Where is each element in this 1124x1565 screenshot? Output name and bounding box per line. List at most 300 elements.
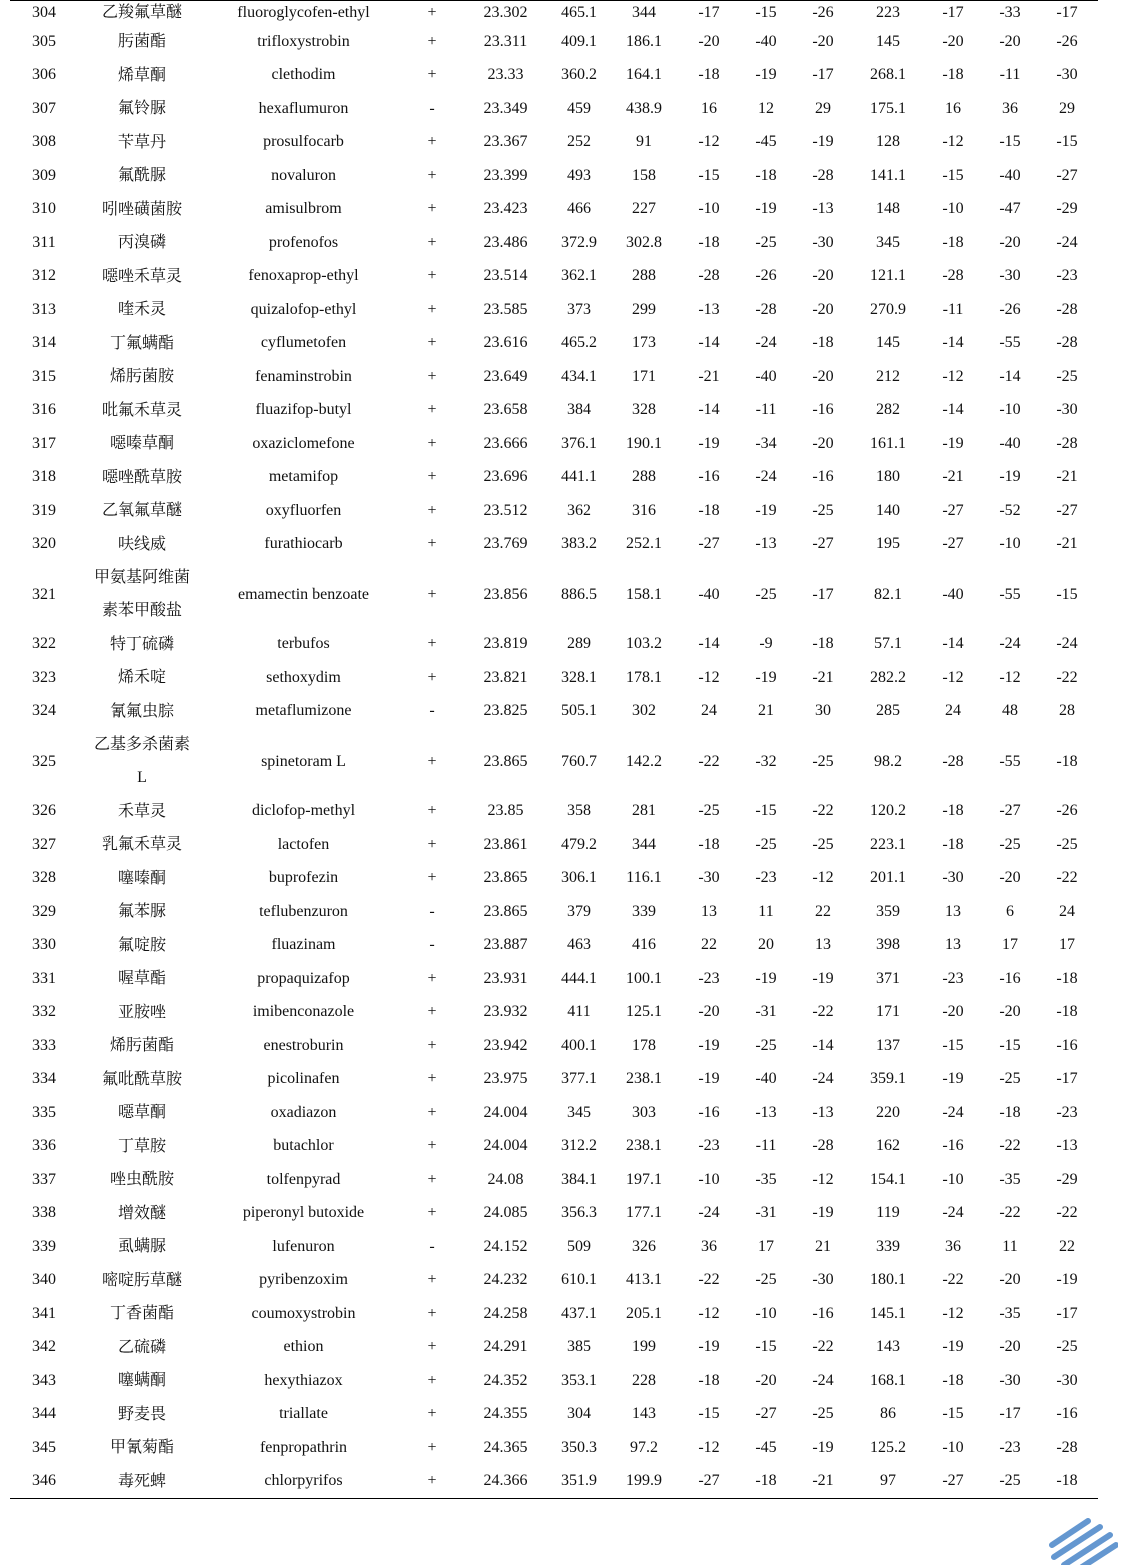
cell-value-a2: -24: [755, 334, 777, 352]
cell-row-number: 326: [32, 802, 56, 820]
cell-value-b3: -19: [1056, 1271, 1078, 1289]
cell-chinese-name: 嘧啶肟草醚: [101, 1271, 182, 1289]
cell-english-name: lactofen: [277, 835, 330, 853]
table-row: [10, 126, 1098, 160]
cell-value-b3: -24: [1056, 233, 1078, 251]
cell-value-a1: 36: [701, 1237, 717, 1255]
cell-value-a2: -40: [755, 1070, 777, 1088]
cell-value-a2: -15: [740, 1, 792, 26]
cell-value-a3: -20: [812, 434, 834, 452]
cell-retention-time: 23.367: [483, 133, 528, 151]
cell-ion-mode: +: [427, 1137, 437, 1155]
cell-value-a1: -12: [698, 133, 720, 151]
cell-ion-mode: +: [427, 635, 437, 653]
cell-retention-time: 23.861: [483, 835, 528, 853]
cell-value-b3: -28: [1056, 1438, 1078, 1456]
cell-ion-mode: +: [427, 367, 437, 385]
cell-value-a2: -19: [755, 200, 777, 218]
cell-ion-mode: -: [429, 702, 435, 720]
cell-product-ion: 97.2: [630, 1438, 658, 1456]
cell-value-b2: -20: [999, 1003, 1021, 1021]
cell-value-a3: 30: [815, 702, 831, 720]
table-row: [10, 962, 1098, 996]
cell-english-name: picolinafen: [267, 1070, 340, 1088]
cell-retention-time: 23.349: [483, 99, 528, 117]
cell-value-a2: -25: [755, 585, 777, 603]
cell-chinese-name: 肟菌酯: [117, 33, 166, 51]
cell-value-b2: -22: [999, 1137, 1021, 1155]
cell-value-b3: -25: [1056, 367, 1078, 385]
cell-value-a2: 17: [758, 1237, 774, 1255]
table-row: [10, 92, 1098, 126]
cell-precursor-ion: 351.9: [561, 1472, 597, 1490]
table-row: [10, 1230, 1098, 1264]
cell-product-ion: 173: [632, 334, 656, 352]
cell-value-b3: -26: [1056, 32, 1078, 50]
cell-value-a3: -26: [792, 1, 854, 26]
cell-ion-mode: +: [427, 1371, 437, 1389]
cell-ion-mode: +: [427, 334, 437, 352]
cell-product-ion: 143: [632, 1405, 656, 1423]
cell-value-a1: -20: [698, 1003, 720, 1021]
cell-retention-time: 23.856: [483, 585, 528, 603]
cell-retention-time: 24.366: [483, 1472, 528, 1490]
cell-precursor-ion: 441.1: [561, 468, 597, 486]
cell-value-a1: 16: [701, 99, 717, 117]
cell-chinese-name: 氟铃脲: [117, 100, 166, 118]
cell-row-number: 331: [32, 969, 56, 987]
cell-value-a3: -12: [812, 1170, 834, 1188]
cell-ion-mode: +: [427, 267, 437, 285]
cell-value-a2: -15: [755, 802, 777, 820]
cell-value-a2: -40: [755, 32, 777, 50]
cell-product-ion: 228: [632, 1371, 656, 1389]
cell-product-ion-2: 125.2: [870, 1438, 906, 1456]
cell-value-b2: -15: [999, 133, 1021, 151]
cell-product-ion-2: 201.1: [870, 869, 906, 887]
table-row: [10, 1, 1098, 26]
cell-ion-mode: +: [427, 535, 437, 553]
table-row: [10, 159, 1098, 193]
cell-retention-time: 24.004: [483, 1103, 528, 1121]
cell-value-b2: 17: [1002, 936, 1018, 954]
cell-ion-mode: +: [427, 1338, 437, 1356]
cell-row-number: 310: [32, 200, 56, 218]
cell-row-number: 311: [32, 233, 56, 251]
cell-product-ion: 316: [632, 501, 656, 519]
cell-value-b3: -15: [1056, 133, 1078, 151]
cell-value-a2: -19: [755, 501, 777, 519]
cell-value-b3: -22: [1056, 668, 1078, 686]
cell-value-a1: -19: [698, 1338, 720, 1356]
cell-value-b2: -20: [999, 869, 1021, 887]
cell-value-b1: -18: [942, 66, 964, 84]
cell-ion-mode: +: [427, 1036, 437, 1054]
cell-ion-mode: +: [401, 1, 463, 26]
cell-value-a3: 13: [815, 936, 831, 954]
cell-value-b1: 13: [945, 902, 961, 920]
cell-value-b2: -25: [999, 1472, 1021, 1490]
cell-value-b2: -55: [999, 585, 1021, 603]
cell-value-b2: -10: [999, 535, 1021, 553]
cell-ion-mode: +: [427, 1271, 437, 1289]
cell-value-a3: 21: [815, 1237, 831, 1255]
cell-product-ion: 103.2: [626, 635, 662, 653]
cell-retention-time: 23.865: [483, 752, 528, 770]
cell-retention-time: 23.931: [483, 969, 528, 987]
cell-value-a3: -19: [812, 1438, 834, 1456]
cell-retention-time: 23.311: [483, 32, 528, 50]
cell-value-a2: -13: [755, 1103, 777, 1121]
cell-value-b2: -25: [999, 835, 1021, 853]
cell-chinese-name: 噁嗪草酮: [109, 435, 174, 453]
cell-value-a1: -21: [698, 367, 720, 385]
cell-value-b3: -27: [1056, 501, 1078, 519]
cell-ion-mode: +: [427, 835, 437, 853]
cell-value-b1: 13: [945, 936, 961, 954]
cell-value-a2: -25: [755, 835, 777, 853]
cell-ion-mode: +: [427, 434, 437, 452]
cell-value-b3: -21: [1056, 468, 1078, 486]
cell-value-a3: -16: [812, 401, 834, 419]
cell-english-name: enestroburin: [263, 1036, 344, 1054]
cell-precursor-ion: 385: [567, 1338, 591, 1356]
cell-ion-mode: +: [427, 401, 437, 419]
cell-value-b1: -10: [942, 200, 964, 218]
cell-english-name: emamectin benzoate: [237, 585, 370, 603]
cell-product-ion-2: 268.1: [870, 66, 906, 84]
cell-chinese-name: 毒死蜱: [117, 1472, 166, 1490]
cell-precursor-ion: 312.2: [561, 1137, 597, 1155]
cell-product-ion-2: 57.1: [874, 635, 902, 653]
cell-chinese-name: 烯肟菌胺: [109, 368, 174, 386]
cell-product-ion-2: 145: [876, 32, 900, 50]
cell-retention-time: 23.585: [483, 300, 528, 318]
cell-value-b3: -28: [1056, 334, 1078, 352]
cell-value-a3: -30: [812, 233, 834, 251]
cell-value-a1: -19: [698, 434, 720, 452]
cell-product-ion: 288: [632, 267, 656, 285]
cell-value-b2: -16: [999, 969, 1021, 987]
table-row: [10, 226, 1098, 260]
cell-value-a3: -28: [812, 1137, 834, 1155]
cell-retention-time: 23.865: [483, 869, 528, 887]
cell-retention-time: 23.649: [483, 367, 528, 385]
cell-value-b2: -47: [999, 200, 1021, 218]
cell-row-number: 341: [32, 1304, 56, 1322]
cell-ion-mode: +: [427, 1103, 437, 1121]
cell-value-b2: -19: [999, 468, 1021, 486]
table-row: [10, 360, 1098, 394]
cell-chinese-name: 甲氰菊酯: [109, 1439, 174, 1457]
cell-value-b1: -10: [942, 1170, 964, 1188]
cell-row-number: 338: [32, 1204, 56, 1222]
cell-retention-time: 24.085: [483, 1204, 528, 1222]
cell-value-b3: 24: [1059, 902, 1075, 920]
cell-ion-mode: +: [427, 1438, 437, 1456]
cell-value-a3: -22: [812, 1338, 834, 1356]
cell-english-name: coumoxystrobin: [251, 1304, 356, 1322]
cell-value-a1: -20: [698, 32, 720, 50]
cell-precursor-ion: 304: [567, 1405, 591, 1423]
cell-retention-time: 23.423: [483, 200, 528, 218]
cell-value-b3: -13: [1056, 1137, 1078, 1155]
cell-english-name: sethoxydim: [266, 668, 341, 686]
cell-retention-time: 23.932: [483, 1003, 528, 1021]
cell-value-b2: 36: [1002, 99, 1018, 117]
cell-product-ion: 238.1: [626, 1070, 662, 1088]
cell-english-name: fenoxaprop-ethyl: [248, 267, 359, 285]
cell-value-a3: -16: [812, 1304, 834, 1322]
cell-value-a3: -30: [812, 1271, 834, 1289]
cell-value-b2: 11: [1002, 1237, 1018, 1255]
cell-product-ion: 344: [632, 835, 656, 853]
cell-value-a3: -14: [812, 1036, 834, 1054]
cell-value-b2: -18: [999, 1103, 1021, 1121]
cell-value-b1: -15: [942, 166, 964, 184]
cell-ion-mode: +: [427, 1405, 437, 1423]
cell-product-ion-2: 223: [854, 1, 922, 26]
cell-value-b3: -27: [1056, 166, 1078, 184]
cell-value-a2: -45: [755, 133, 777, 151]
cell-precursor-ion: 362: [567, 501, 591, 519]
cell-value-b2: -26: [999, 300, 1021, 318]
cell-value-b1: -11: [942, 300, 964, 318]
table-row: [10, 695, 1098, 729]
cell-precursor-ion: 479.2: [561, 835, 597, 853]
cell-row-number: 322: [32, 635, 56, 653]
cell-retention-time: 24.152: [483, 1237, 528, 1255]
cell-value-b3: -16: [1056, 1036, 1078, 1054]
cell-ion-mode: +: [427, 752, 437, 770]
cell-chinese-name: 噁唑酰草胺: [101, 468, 182, 486]
cell-product-ion: 302: [632, 702, 656, 720]
table-row: [10, 795, 1098, 829]
cell-row-number: 313: [32, 300, 56, 318]
cell-product-ion-2: 162: [876, 1137, 900, 1155]
cell-value-b3: -21: [1056, 535, 1078, 553]
cell-value-b3: 22: [1059, 1237, 1075, 1255]
cell-value-b2: -15: [999, 1036, 1021, 1054]
cell-product-ion: 178: [632, 1036, 656, 1054]
cell-english-name: metaflumizone: [255, 702, 352, 720]
cell-ion-mode: +: [427, 300, 437, 318]
table-row: [10, 728, 1098, 795]
cell-value-a3: -18: [812, 334, 834, 352]
cell-english-name: prosulfocarb: [263, 133, 344, 151]
cell-value-b1: -14: [942, 401, 964, 419]
cell-ion-mode: -: [429, 936, 435, 954]
cell-retention-time: 23.825: [483, 702, 528, 720]
table-row: [10, 427, 1098, 461]
cell-value-a2: -34: [755, 434, 777, 452]
cell-precursor-ion: 459: [567, 99, 591, 117]
cell-value-b1: -12: [942, 668, 964, 686]
cell-chinese-name: 乙硫磷: [117, 1338, 166, 1356]
cell-english-name: buprofezin: [268, 869, 339, 887]
cell-product-ion-2: 82.1: [874, 585, 902, 603]
cell-value-a3: -25: [812, 752, 834, 770]
cell-row-number: 334: [32, 1070, 56, 1088]
cell-value-a3: -22: [812, 802, 834, 820]
cell-precursor-ion: 466: [567, 200, 591, 218]
cell-value-b2: -20: [999, 233, 1021, 251]
cell-product-ion-2: 171: [876, 1003, 900, 1021]
table-row: [10, 461, 1098, 495]
cell-ion-mode: +: [427, 468, 437, 486]
cell-ion-mode: +: [427, 668, 437, 686]
cell-value-b3: -22: [1056, 869, 1078, 887]
table-row: [10, 327, 1098, 361]
table-row: [10, 1364, 1098, 1398]
cell-value-a2: -11: [755, 1137, 777, 1155]
cell-value-b2: -33: [984, 1, 1036, 26]
table-row: [10, 561, 1098, 628]
cell-value-b1: 36: [945, 1237, 961, 1255]
cell-row-number: 306: [32, 66, 56, 84]
cell-value-b1: -27: [942, 1472, 964, 1490]
cell-product-ion-2: 270.9: [870, 300, 906, 318]
cell-value-b1: -19: [942, 1070, 964, 1088]
cell-value-a2: -19: [755, 668, 777, 686]
cell-value-b3: -18: [1056, 1003, 1078, 1021]
cell-product-ion-2: 140: [876, 501, 900, 519]
cell-chinese-name: 喹禾灵: [117, 301, 166, 319]
cell-retention-time: 23.486: [483, 233, 528, 251]
cell-product-ion: 186.1: [626, 32, 662, 50]
cell-row-number: 315: [32, 367, 56, 385]
cell-ion-mode: +: [427, 802, 437, 820]
cell-precursor-ion: 886.5: [561, 585, 597, 603]
cell-precursor-ion: 289: [567, 635, 591, 653]
cell-value-b1: -17: [922, 1, 984, 26]
cell-value-a2: -26: [755, 267, 777, 285]
cell-chinese-name: 噻螨酮: [117, 1372, 166, 1390]
cell-value-a2: -20: [755, 1371, 777, 1389]
cell-english-name: quizalofop-ethyl: [250, 300, 357, 318]
cell-english-name: hexaflumuron: [258, 99, 349, 117]
cell-english-name: chlorpyrifos: [264, 1472, 343, 1490]
cell-row-number: 330: [32, 936, 56, 954]
cell-product-ion-2: 371: [876, 969, 900, 987]
cell-precursor-ion: 360.2: [561, 66, 597, 84]
cell-value-a1: -30: [698, 869, 720, 887]
cell-value-a1: -12: [698, 1438, 720, 1456]
cell-ion-mode: +: [427, 1304, 437, 1322]
cell-row-number: 337: [32, 1170, 56, 1188]
cell-value-a2: -23: [755, 869, 777, 887]
cell-value-a3: -17: [812, 66, 834, 84]
cell-value-b1: -27: [942, 535, 964, 553]
cell-value-a2: -13: [755, 535, 777, 553]
cell-chinese-name: 喔草酯: [117, 970, 166, 988]
table-row: [10, 862, 1098, 896]
cell-value-b1: -18: [942, 835, 964, 853]
cell-precursor-ion: 760.7: [561, 752, 597, 770]
cell-precursor-ion: 463: [567, 936, 591, 954]
cell-product-ion: 288: [632, 468, 656, 486]
cell-retention-time: 23.819: [483, 635, 528, 653]
cell-value-b2: -30: [999, 267, 1021, 285]
cell-value-b1: -28: [942, 752, 964, 770]
cell-value-a2: -35: [755, 1170, 777, 1188]
cell-value-b2: -23: [999, 1438, 1021, 1456]
cell-value-b3: -18: [1056, 752, 1078, 770]
cell-value-a2: -18: [755, 166, 777, 184]
cell-row-number: 325: [32, 752, 56, 770]
cell-precursor-ion: 379: [567, 902, 591, 920]
cell-value-b1: -30: [942, 869, 964, 887]
cell-value-b1: -18: [942, 233, 964, 251]
cell-value-b2: -35: [999, 1170, 1021, 1188]
cell-precursor-ion: 345: [567, 1103, 591, 1121]
cell-value-a2: -19: [755, 66, 777, 84]
cell-value-a2: 20: [758, 936, 774, 954]
cell-row-number: 317: [32, 434, 56, 452]
table-row: [10, 293, 1098, 327]
table-row: [10, 394, 1098, 428]
cell-retention-time: 23.658: [483, 401, 528, 419]
table-row: [10, 1297, 1098, 1331]
cell-english-name: piperonyl butoxide: [242, 1204, 365, 1222]
cell-value-a2: -25: [755, 233, 777, 251]
cell-chinese-name: 唑虫酰胺: [109, 1171, 174, 1189]
cell-retention-time: 23.399: [483, 166, 528, 184]
cell-product-ion-2: 97: [880, 1472, 896, 1490]
cell-value-a3: -24: [812, 1371, 834, 1389]
cell-product-ion: 142.2: [626, 752, 662, 770]
cell-precursor-ion: 409.1: [561, 32, 597, 50]
cell-value-a2: 12: [758, 99, 774, 117]
cell-english-name: clethodim: [271, 66, 336, 84]
cell-value-a1: -40: [698, 585, 720, 603]
cell-value-a1: -17: [678, 1, 740, 26]
cell-value-a3: -21: [812, 1472, 834, 1490]
cell-value-a3: -20: [812, 267, 834, 285]
cell-value-b3: -30: [1056, 1371, 1078, 1389]
cell-value-a1: -15: [698, 1405, 720, 1423]
cell-precursor-ion: 610.1: [561, 1271, 597, 1289]
cell-product-ion-2: 141.1: [870, 166, 906, 184]
cell-row-number: 335: [32, 1103, 56, 1121]
cell-row-number: 305: [32, 32, 56, 50]
cell-row-number: 340: [32, 1271, 56, 1289]
cell-product-ion: 199.9: [626, 1472, 662, 1490]
cell-value-b3: -16: [1056, 1405, 1078, 1423]
cell-value-a1: -18: [698, 501, 720, 519]
cell-chinese-name: 氟苯脲: [117, 903, 166, 921]
cell-english-name: butachlor: [273, 1137, 334, 1155]
cell-chinese-name: 丁氟螨酯: [109, 334, 174, 352]
cell-retention-time: 24.365: [483, 1438, 528, 1456]
cell-english-name: ethion: [283, 1338, 324, 1356]
table-row: [10, 528, 1098, 562]
cell-value-a3: -17: [812, 585, 834, 603]
cell-value-a2: -15: [755, 1338, 777, 1356]
cell-value-a1: -10: [698, 1170, 720, 1188]
cell-english-name: spinetoram L: [261, 752, 346, 770]
table-row: [10, 1096, 1098, 1130]
cell-precursor-ion: 437.1: [561, 1304, 597, 1322]
cell-value-b2: -14: [999, 367, 1021, 385]
cell-value-b2: -40: [999, 166, 1021, 184]
cell-value-a2: -40: [755, 367, 777, 385]
cell-value-a3: -16: [812, 468, 834, 486]
cell-chinese-name: 吡氟禾草灵: [101, 401, 182, 419]
cell-value-b2: -27: [999, 802, 1021, 820]
table-row: [10, 828, 1098, 862]
cell-chinese-name: 丙溴磷: [117, 234, 166, 252]
